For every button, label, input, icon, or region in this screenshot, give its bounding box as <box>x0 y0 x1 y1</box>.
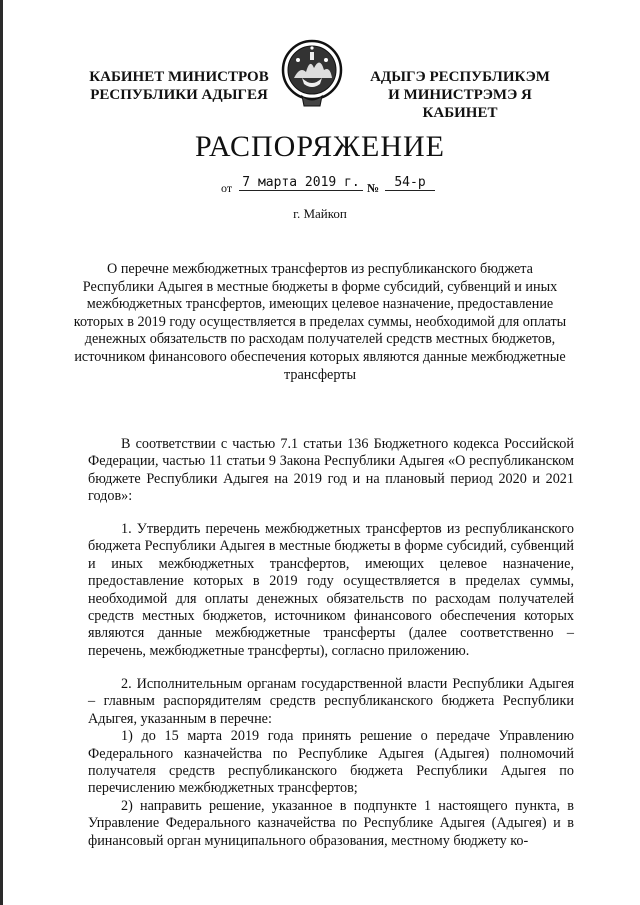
date-value: 7 марта 2019 г. <box>239 175 363 191</box>
issuer-line-1: КАБИНЕТ МИНИСТРОВ <box>89 69 269 85</box>
adygea-coat-of-arms-icon <box>280 38 344 110</box>
date-number-line <box>221 176 441 196</box>
date-label: от <box>221 181 233 195</box>
preamble-text: В соответствии с частью 7.1 статьи 136 Бюджетного кодекса Российской Федерации, частью 11 статьи 9 Закона Республики Адыгея «О республиканском бюджете Республики Адыгея на 2019 год и на плановый период 2020 и 2021 годов»: <box>88 436 574 505</box>
item-2-2-text: 2) направить решение, указанное в подпункте 1 настоящего пункта, в Управление Федерального казначейства по Республике Адыгея (Адыгея) и в финансовый орган муниципального образования, местному бюджету ко- <box>88 797 574 849</box>
document-subject: О перечне межбюджетных трансфертов из республиканского бюджета Республики Адыгея в местные бюджеты в форме субсидий, субвенций и иных межбюджетных трансфертов, имеющих целевое назначение, предоставление которых в 2019 году осуществляется в пределах суммы, необходимой для оплаты денежных обязательств по расходам получателей средств местных бюджетов, источником финансового обеспечения которых являются данные межбюджетные трансферты <box>73 261 567 383</box>
item-1-text: 1. Утвердить перечень межбюджетных трансфертов из республиканского бюджета Республики Адыгея в местные бюджеты в форме субсидий, субвенций и иных межбюджетных трансфертов, имеющих целевое назначение, предоставление которых в 2019 году осуществляется в пределах суммы, необходимой для оплаты денежных обязательств по расходам получателей средств местных бюджетов, источником финансового обеспечения которых являются данные межбюджетные трансферты (далее соответственно – перечень, межбюджетные трансферты), согласно приложению. <box>88 521 574 659</box>
document-type-title: РАСПОРЯЖЕНИЕ <box>194 130 446 163</box>
item-2-text: 2. Исполнительным органам государственной власти Республики Адыгея – главным распорядителям средств республиканского бюджета Республики Адыгея, указанным в перечне: <box>88 676 574 727</box>
issuer-line-2: РЕСПУБЛИКИ АДЫГЕЯ <box>90 87 268 103</box>
item-2-1-text: 1) до 15 марта 2019 года принять решение о передаче Управлению Федерального казначейства по Республике Адыгея (Адыгея) полномочий получателя средств республиканского бюджета Республики Адыгея по перечислению межбюджетных трансфертов; <box>88 728 574 797</box>
issuer-adyghe-line-2: И МИНИСТРЭМЭ Я КАБИНЕТ <box>388 87 532 121</box>
issuer-name-russian <box>88 68 270 104</box>
item-1 <box>88 521 574 660</box>
city: г. Майкоп <box>293 206 347 221</box>
number-value: 54-р <box>385 175 435 191</box>
preamble <box>88 436 574 506</box>
issuer-name-adyghe <box>360 68 560 122</box>
number-label: № <box>367 181 380 195</box>
item-2 <box>88 676 574 850</box>
issuer-adyghe-line-1: АДЫГЭ РЕСПУБЛИКЭМ <box>370 69 550 85</box>
